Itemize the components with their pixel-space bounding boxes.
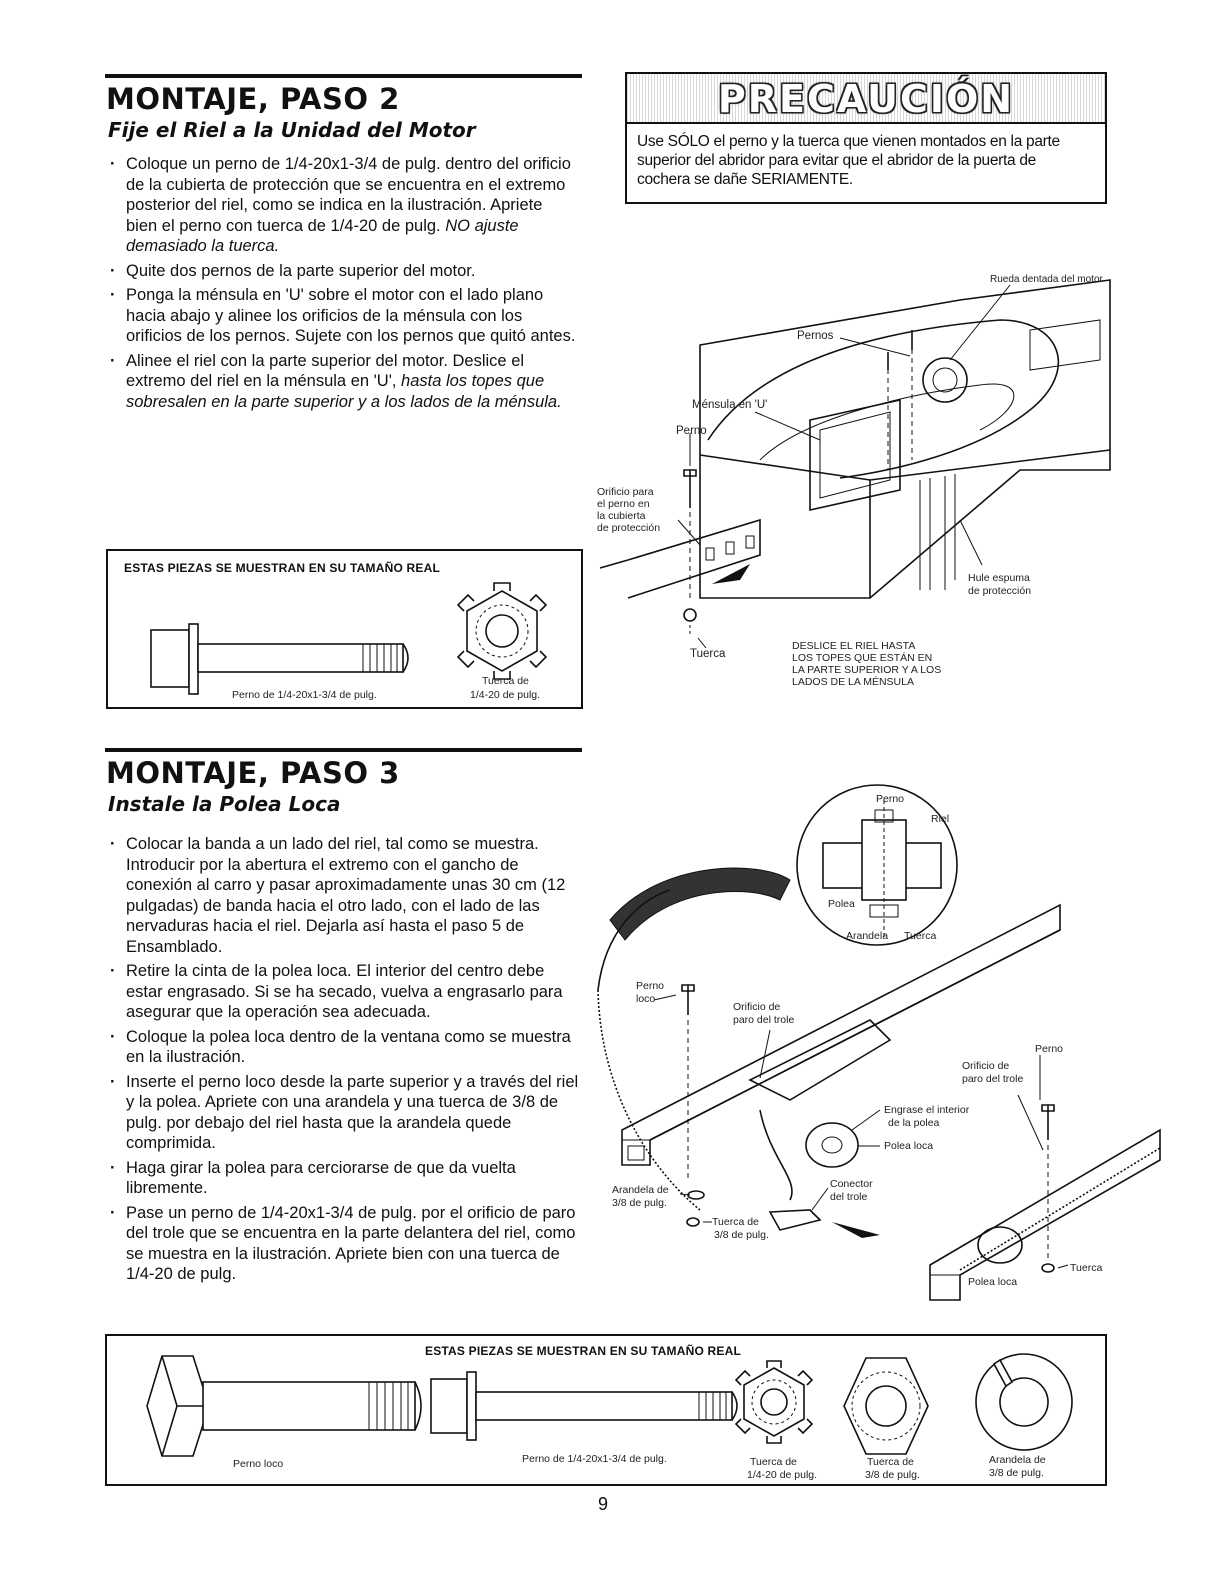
label-orificio-paro-1: Orificio de xyxy=(733,1001,781,1013)
step3-bullet-1: · Colocar la banda a un lado del riel, tal como se muestra. Introducir por la abertura el extremo con el gancho de conexión al carro y pasar aproximadamente unas 30 cm (12 pulgadas) de banda hacia el otro lado, con el lado de las nervaduras hacia el riel. Dejarla así hasta el paso 5 de Ensamblado. xyxy=(108,834,584,957)
step2-nut-label-2: 1/4-20 de pulg. xyxy=(470,689,541,701)
step3-bullet-6: · Pase un perno de 1/4-20x1-3/4 de pulg. por el orificio de paro del trole que se encuentra en la parte delantera del riel, como se muestra en la ilustración. Apriete bien con una tuerca de 1/4-20 de pulg. xyxy=(108,1203,584,1285)
label-deslice-1: DESLICE EL RIEL HASTA xyxy=(792,640,916,652)
step3-parts-box xyxy=(105,1334,1107,1486)
label-nut38-2: 3/8 de pulg. xyxy=(865,1469,920,1481)
step2-bullet-3: · Ponga la ménsula en 'U' sobre el motor con el lado plano hacia abajo y alinee los orificios de la ménsula con los orificios de los pernos. Sujete con los pernos que quitó antes. xyxy=(108,285,578,347)
label-arandela-2: 3/8 de pulg. xyxy=(612,1197,667,1209)
caution-heading: PRECAUCIÓN xyxy=(717,77,1015,121)
label-polea-loca: Polea loca xyxy=(884,1140,934,1152)
step3-subtitle: Instale la Polea Loca xyxy=(108,792,341,816)
step2-bullet-4: · Alinee el riel con la parte superior del motor. Deslice el extremo del riel en la ménsula en 'U', hasta los topes que sobresalen en la parte superior y a los lados de la ménsula. xyxy=(108,351,578,413)
label-tuerca-right: Tuerca xyxy=(1070,1262,1103,1274)
label-circle-polea: Polea xyxy=(828,898,855,910)
label-perno-loco-1: Perno xyxy=(636,980,665,992)
label-deslice-4: LADOS DE LA MÉNSULA xyxy=(792,676,914,688)
label-hule-2: de protección xyxy=(968,585,1032,597)
caution-text: Use SÓLO el perno y la tuerca que vienen montados en la parte superior del abridor para evitar que el abridor de la puerta de cochera se dañe SERIAMENTE. xyxy=(637,133,1060,188)
step3-bullet-4: · Inserte el perno loco desde la parte superior y a través del riel y la polea. Apriete con una arandela y una tuerca de 3/8 de pulg. por debajo del riel hasta que la arandela quede comprimida. xyxy=(108,1072,584,1154)
label-circle-arandela: Arandela xyxy=(846,930,889,942)
step2-parts-box-title: ESTAS PIEZAS SE MUESTRAN EN SU TAMAÑO REAL xyxy=(124,561,440,575)
step3-title: MONTAJE, PASO 3 xyxy=(106,756,400,790)
label-conector-2: del trole xyxy=(830,1191,868,1203)
step2-nut-label-1: Tuerca de xyxy=(482,675,529,687)
label-circle-riel: Riel xyxy=(931,813,950,825)
label-arandela-1: Arandela de xyxy=(612,1184,669,1196)
label-engrase-2: de la polea xyxy=(888,1117,940,1129)
step3-parts-box-title: ESTAS PIEZAS SE MUESTRAN EN SU TAMAÑO REAL xyxy=(425,1344,741,1358)
label-orificio-4: de protección xyxy=(597,522,661,534)
label-bolt-part: Perno de 1/4-20x1-3/4 de pulg. xyxy=(522,1453,667,1465)
label-orificio-1: Orificio para xyxy=(597,486,654,498)
label-circle-tuerca: Tuerca xyxy=(904,930,937,942)
label-perno-loco-part: Perno loco xyxy=(233,1458,284,1470)
label-polea-loca-right: Polea loca xyxy=(968,1276,1018,1288)
label-deslice-2: LOS TOPES QUE ESTÁN EN xyxy=(792,652,933,664)
step2-bolt-label: Perno de 1/4-20x1-3/4 de pulg. xyxy=(232,689,377,701)
label-rueda-dentada: Rueda dentada del motor xyxy=(990,274,1103,285)
label-nut38-1: Tuerca de xyxy=(867,1456,914,1468)
step2-bullet-2: · Quite dos pernos de la parte superior del motor. xyxy=(108,261,578,282)
label-circle-perno: Perno xyxy=(876,793,905,805)
label-orificio-paro-2: paro del trole xyxy=(733,1014,795,1026)
step2-title: MONTAJE, PASO 2 xyxy=(106,82,400,116)
label-nut14-1: Tuerca de xyxy=(750,1456,797,1468)
label-engrase-1: Engrase el interior xyxy=(884,1104,970,1116)
step3-bullet-2: · Retire la cinta de la polea loca. El interior del centro debe estar engrasado. Si se ha secado, vuelva a engrasarlo para asegurar que la operación sea adecuada. xyxy=(108,961,584,1023)
label-orificio-right-1: Orificio de xyxy=(962,1060,1010,1072)
label-tuerca-motor: Tuerca xyxy=(690,648,726,660)
label-washer-1: Arandela de xyxy=(989,1454,1046,1466)
page-number: 9 xyxy=(598,1494,609,1514)
step2-subtitle: Fije el Riel a la Unidad del Motor xyxy=(108,118,476,142)
label-deslice-3: LA PARTE SUPERIOR Y A LOS xyxy=(792,664,942,676)
label-tuerca38-2: 3/8 de pulg. xyxy=(714,1229,769,1241)
label-conector-1: Conector xyxy=(830,1178,873,1190)
label-orificio-right-2: paro del trole xyxy=(962,1073,1024,1085)
label-perno-right: Perno xyxy=(1035,1043,1064,1055)
label-perno-motor: Perno xyxy=(676,425,707,437)
step3-bullet-5: · Haga girar la polea para cerciorarse de que da vuelta libremente. xyxy=(108,1158,584,1199)
label-hule-1: Hule espuma xyxy=(968,572,1030,584)
step2-bullet-1: · Coloque un perno de 1/4-20x1-3/4 de pulg. dentro del orificio de la cubierta de protección que se encuentra en el extremo posterior del riel, como se indica en la ilustración. Apriete bien el perno con tuerca de 1/4-20 de pulg. NO ajuste demasiado la tuerca. xyxy=(108,154,578,257)
label-nut14-2: 1/4-20 de pulg. xyxy=(747,1469,818,1481)
label-orificio-2: el perno en xyxy=(597,498,650,510)
step3-bullet-3: · Coloque la polea loca dentro de la ventana como se muestra en la ilustración. xyxy=(108,1027,584,1068)
label-washer-2: 3/8 de pulg. xyxy=(989,1467,1044,1479)
label-orificio-3: la cubierta xyxy=(597,510,646,522)
label-tuerca38-1: Tuerca de xyxy=(712,1216,759,1228)
label-perno-loco-2: loco xyxy=(636,993,656,1005)
label-mensula: Ménsula en 'U' xyxy=(692,399,768,411)
label-pernos: Pernos xyxy=(797,330,834,342)
